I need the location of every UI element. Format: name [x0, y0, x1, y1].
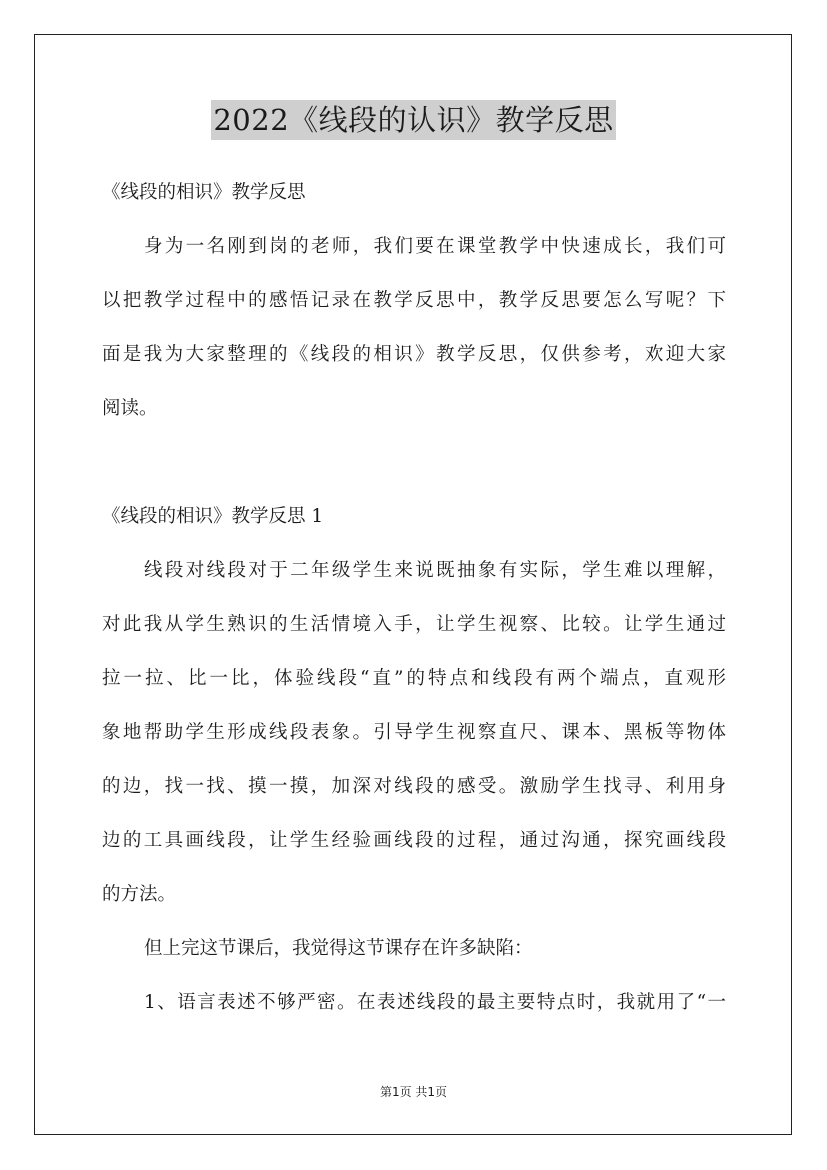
text-line: 的边，找一找、摸一摸，加深对线段的感受。激励学生找寻、利用身: [102, 776, 726, 797]
text-line: 对此我从学生熟识的生活情境入手，让学生视察、比较。让学生通过: [102, 614, 726, 635]
text-line: 《线段的相识》教学反思 1: [102, 506, 324, 527]
text-line: 边的工具画线段，让学生经验画线段的过程，通过沟通，探究画线段: [102, 830, 726, 851]
text-line: 阅读。: [102, 398, 158, 419]
text-line: 拉一拉、比一比，体验线段“直”的特点和线段有两个端点，直观形: [102, 668, 726, 689]
text-line: 以把教学过程中的感悟记录在教学反思中，教学反思要怎么写呢？下: [102, 290, 726, 311]
text-line: 的方法。: [102, 884, 177, 905]
text-line: 《线段的相识》教学反思: [102, 182, 306, 203]
text-line: 面是我为大家整理的《线段的相识》教学反思，仅供参考，欢迎大家: [102, 344, 726, 365]
text-line: 象地帮助学生形成线段表象。引导学生视察直尺、课本、黑板等物体: [102, 722, 726, 743]
text-line: 但上完这节课后，我觉得这节课存在许多缺陷：: [144, 938, 533, 959]
text-line: 1、语言表述不够严密。在表述线段的最主要特点时，我就用了“一: [144, 992, 726, 1013]
title-container: [0, 100, 827, 140]
text-line: 身为一名刚到岗的老师，我们要在课堂教学中快速成长，我们可: [144, 236, 726, 257]
page-footer: 第1页 共1页: [379, 1085, 448, 1099]
blank-line: [102, 446, 726, 500]
document-title: 2022《线段的认识》教学反思: [211, 100, 615, 140]
text-line: 线段对线段对于二年级学生来说既抽象有实际，学生难以理解，: [144, 560, 726, 581]
document-body: [102, 176, 726, 1040]
